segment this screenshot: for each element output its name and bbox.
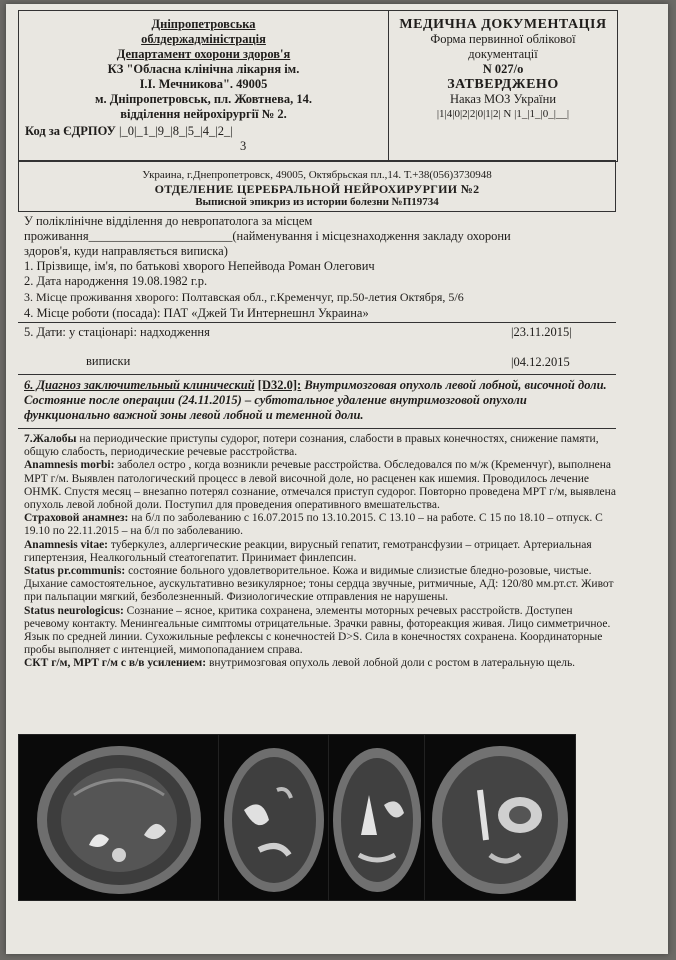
section-text: туберкулез, аллергические реакции, вирусный гепатит, гемотрансфузии – отрицает. Артериальная гипертензия, Неалкогольный стеатогепатит. Принимает финлепсин. [24,538,592,564]
section-text: состояние больного удовлетворительное. Кожа и видимые слизистые бледно-розовые, чистые. Дыхание самостоятельное, аускультативно везикулярное; тоны сердца звучные, ритмичные, АД: 120/80 мм.рт.ст. Живот при пальпации мягкий, безболезненный. Физиологические отправления не нарушены. [24,565,614,604]
section-label: Status neurologicus: [24,604,124,617]
divider [18,374,616,375]
mri-image-1 [18,734,220,901]
order-label: Наказ МОЗ України [449,92,557,106]
header-block [18,10,618,162]
department-line: Департамент охорони здоров'я [116,47,291,61]
status-neurologicus [24,605,616,658]
anamnesis-morbi [24,459,616,512]
form-block [389,11,617,161]
mri-image-3 [328,734,426,901]
discharge-date: |04.12.2015 [511,355,570,369]
section-label: Anamnesis morbi: [24,459,115,472]
edrpou-code [25,124,382,139]
administration-line: облдержадміністрація [141,32,266,46]
status-communis [24,565,616,605]
epicrisis-title: Выписной эпикриз из истории болезни №П19734 [195,196,439,208]
edrpou-value: |_0|_1_|9_|8_|5_|4_|2_| [118,124,233,138]
mri-image-2 [218,734,330,901]
mri-scan-1 [19,735,219,900]
region-line: Дніпропетровська [151,17,256,31]
diagnosis-block [24,378,614,423]
hospital-name-line: І.І. Мечникова". 49005 [139,77,268,91]
referral-line-3: здоров'я, куди направляється виписка) [24,244,228,258]
referral-line-2: проживання_______________________(найменування і місцезнаходження закладу охорони [24,229,511,243]
section-label: Страховой анамнез: [24,512,129,525]
section-text: Сознание – ясное, критика сохранена, элементы моторных речевых расстройств. Доступен речевому контакту. Менингеальные симптомы отрицательные. Зрачки равны, фотореакция живая. Лицо симметричное. Язык по средней линии. Сухожильные рефлексы с конечностей D>S. Сила в конечностях сохранена. Координаторные пробы выполняет с интенцией, мимопопаданием справа. [24,604,611,657]
birth-date: 2. Дата народження 19.08.1982 г.р. [24,274,208,288]
edrpou-label: Код за ЄДРПОУ [25,124,116,138]
section-label: Status pr.communis: [24,565,126,578]
approved-label: ЗАТВЕРДЖЕНО [447,77,559,92]
divider [18,322,616,323]
section-label: Anamnesis vitae: [24,538,109,551]
residence: 3. Місце проживання хворого: Полтавская обл., г.Кременчуг, пр.50-летия Октября, 5/6 [24,290,464,304]
ct-mri-findings [24,657,616,670]
mri-scan-4 [425,735,575,900]
ward-line: відділення нейрохірургії № 2. [120,107,287,121]
mri-image-4 [424,734,576,901]
section-text: на периодические приступы судорог, потери сознания, слабости в правых конечностях, снижение памяти, общую слабость, периодические речевые расстройства. [24,433,599,459]
workplace: 4. Місце роботи (посада): ПАТ «Джей Ти Интернешнл Украина» [24,306,369,320]
form-title: МЕДИЧНА ДОКУМЕНТАЦІЯ [399,17,607,32]
clinical-body [24,433,616,671]
section-label: 7.Жалобы [24,433,77,445]
discharge-label: виписки [86,354,131,368]
order-code: |1|4|0|2|2|0|1|2| N |1_|1_|0_|__| [436,108,570,120]
address-line: Украина, г.Днепропетровск, 49005, Октябрьская пл.,14. Т.+38(056)3730948 [142,169,492,181]
patient-name: 1. Прізвище, ім'я, по батькові хворого Непейвода Роман Олегович [24,259,375,273]
complaints [24,433,616,459]
form-number: N 027/о [482,62,524,76]
diagnosis-code: [D32.0]: [257,378,302,392]
diagnosis-prefix: 6. Диагноз заключительный клинический [24,378,255,392]
hospital-line: КЗ "Обласна клінічна лікарня ім. [107,62,300,76]
divider [18,428,616,429]
form-line-1: Форма первинної облікової [430,32,576,46]
mri-scan-3 [329,735,425,900]
admission-label: 5. Дати: у стаціонарі: надходження [24,325,210,339]
mri-scan-2 [219,735,329,900]
department-title: ОТДЕЛЕНИЕ ЦЕРЕБРАЛЬНОЙ НЕЙРОХИРУРГИИ №2 [154,182,480,196]
document-page [6,4,668,954]
hospital-address-line: м. Дніпропетровськ, пл. Жовтнева, 14. [95,92,312,106]
institution-block [19,11,389,161]
department-header-box [18,160,616,212]
insurance-anamnesis [24,512,616,538]
section-text: заболел остро , когда возникли речевые расстройства. Обследовался по м/ж (Кременчуг), выполнена МРТ г/м. Выявлен патологический процесс в левой височной доле, но расценен как ишемия. Проводилось лечение ОНМК. Спустя месяц – внезапно потерял сознание, отмечался приступ судорог. Повторно проведена МРТ г/м, выявлена опухоль левой лобной доли. Поступил для проведения оперативного вмешательства. [24,459,616,512]
anamnesis-vitae [24,539,616,565]
form-line-2: документації [468,47,538,61]
edrpou-tail: 3 [240,139,247,153]
section-text: внутримозговая опухоль левой лобной доли с ростом в латеральную щель. [208,657,576,670]
admission-date: |23.11.2015| [511,325,572,339]
diagnosis-text: Внутримозговая опухоль левой лобной, височной доли. Состояние после операции (24.11.2015) – субтотальное удаление внутримозговой опухоли функционально важной зоны левой лобной и теменной доли. [24,378,607,422]
referral-line-1: У поліклінічне відділення до невропатолога за місцем [24,214,313,228]
section-label: СКТ г/м, МРТ г/м с в/в усилением: [24,657,207,670]
section-text: на б/л по заболеванию с 16.07.2015 по 13.10.2015. С 13.10 – на работе. С 15 по 18.10 – отпуск. С 19.10 по 22.11.2015 – на б/л по заболеванию. [24,512,603,538]
